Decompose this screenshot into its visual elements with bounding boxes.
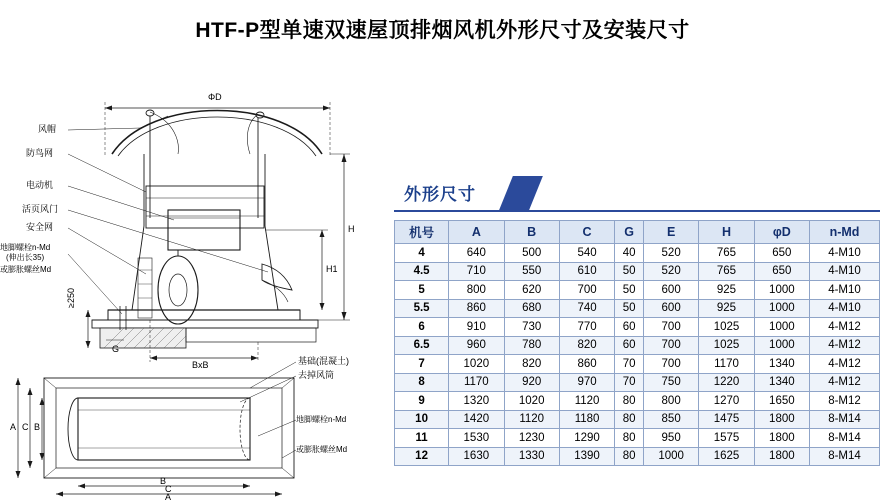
table-cell: 700 xyxy=(559,281,614,300)
table-cell: 12 xyxy=(395,447,449,466)
table-cell: 800 xyxy=(643,392,698,411)
col-g: G xyxy=(615,221,644,244)
table-cell: 700 xyxy=(643,355,698,374)
table-cell: 700 xyxy=(643,318,698,337)
table-cell: 850 xyxy=(643,410,698,429)
table-cell: 1625 xyxy=(699,447,754,466)
table-cell: 1025 xyxy=(699,336,754,355)
label-anchor-bolt: 地脚螺栓n-Md xyxy=(0,243,51,252)
table-cell: 700 xyxy=(643,336,698,355)
label-remove-duct: 去掉风筒 xyxy=(298,370,335,380)
table-cell: 770 xyxy=(559,318,614,337)
dim-plan-A-bottom: A xyxy=(165,492,172,502)
table-cell: 10 xyxy=(395,410,449,429)
table-cell: 4-M10 xyxy=(810,244,880,263)
table-cell: 1650 xyxy=(754,392,809,411)
dim-plan-C-left: C xyxy=(22,422,29,432)
table-row xyxy=(395,244,880,263)
table-cell: 70 xyxy=(615,373,644,392)
table-cell: 40 xyxy=(615,244,644,263)
table-cell: 540 xyxy=(559,244,614,263)
panel-header xyxy=(394,176,880,212)
table-cell: 920 xyxy=(504,373,559,392)
col-h: H xyxy=(699,221,754,244)
table-cell: 610 xyxy=(559,262,614,281)
col-c: C xyxy=(559,221,614,244)
table-header-row xyxy=(395,221,880,244)
table-cell: 8-M12 xyxy=(810,392,880,411)
table-cell: 550 xyxy=(504,262,559,281)
label-anchor-bolt-note: (伸出长35) xyxy=(6,253,45,262)
panel-title: 外形尺寸 xyxy=(404,185,476,204)
dimensions-table xyxy=(394,220,880,466)
dim-phiD: ΦD xyxy=(208,92,222,102)
table-cell: 1120 xyxy=(504,410,559,429)
table-cell: 8-M14 xyxy=(810,447,880,466)
table-cell: 6 xyxy=(395,318,449,337)
label-expansion-bolt: 或膨胀螺丝Md xyxy=(0,265,52,274)
table-cell: 600 xyxy=(643,299,698,318)
label-bird-net: 防鸟网 xyxy=(26,148,54,158)
table-cell: 1000 xyxy=(754,299,809,318)
label-plan-anchor-bolt: 地脚螺栓n-Md xyxy=(296,415,347,424)
table-cell: 1800 xyxy=(754,429,809,448)
table-cell: 50 xyxy=(615,262,644,281)
table-cell: 1170 xyxy=(699,355,754,374)
table-cell: 1390 xyxy=(559,447,614,466)
table-cell: 780 xyxy=(504,336,559,355)
table-cell: 860 xyxy=(559,355,614,374)
table-cell: 1000 xyxy=(754,336,809,355)
table-cell: 520 xyxy=(643,244,698,263)
table-cell: 4.5 xyxy=(395,262,449,281)
table-cell: 4-M10 xyxy=(810,299,880,318)
table-cell: 7 xyxy=(395,355,449,374)
table-cell: 1220 xyxy=(699,373,754,392)
table-row xyxy=(395,392,880,411)
table-cell: 80 xyxy=(615,447,644,466)
table-cell: 80 xyxy=(615,429,644,448)
table-row xyxy=(395,281,880,300)
table-cell: 970 xyxy=(559,373,614,392)
table-cell: 520 xyxy=(643,262,698,281)
table-cell: 1290 xyxy=(559,429,614,448)
table-cell: 6.5 xyxy=(395,336,449,355)
table-cell: 650 xyxy=(754,244,809,263)
table-cell: 1340 xyxy=(754,355,809,374)
table-cell: 765 xyxy=(699,262,754,281)
table-cell: 620 xyxy=(504,281,559,300)
table-cell: 4-M10 xyxy=(810,281,880,300)
dim-plan-B-left: B xyxy=(34,422,41,432)
table-cell: 80 xyxy=(615,392,644,411)
table-cell: 9 xyxy=(395,392,449,411)
table-cell: 1000 xyxy=(754,281,809,300)
table-cell: 4-M12 xyxy=(810,318,880,337)
table-row xyxy=(395,429,880,448)
label-damper: 活页风门 xyxy=(22,204,59,214)
col-a: A xyxy=(449,221,504,244)
table-cell: 4-M12 xyxy=(810,373,880,392)
table-body xyxy=(395,244,880,466)
table-cell: 1530 xyxy=(449,429,504,448)
dim-H1: H1 xyxy=(326,264,338,274)
table-row xyxy=(395,410,880,429)
table-cell: 925 xyxy=(699,299,754,318)
page-title: HTF-P型单速双速屋顶排烟风机外形尺寸及安装尺寸 xyxy=(195,19,690,42)
table-cell: 740 xyxy=(559,299,614,318)
table-cell: 860 xyxy=(449,299,504,318)
table-cell: 960 xyxy=(449,336,504,355)
table-cell: 1120 xyxy=(559,392,614,411)
dim-G: G xyxy=(112,344,120,354)
table-cell: 730 xyxy=(504,318,559,337)
table-cell: 500 xyxy=(504,244,559,263)
table-cell: 1800 xyxy=(754,410,809,429)
table-cell: 80 xyxy=(615,410,644,429)
table-cell: 1630 xyxy=(449,447,504,466)
label-plan-expansion-bolt: 或膨胀螺丝Md xyxy=(296,445,348,454)
table-cell: 1475 xyxy=(699,410,754,429)
table-cell: 680 xyxy=(504,299,559,318)
table-row xyxy=(395,299,880,318)
dim-plan-B-bottom: B xyxy=(160,476,167,486)
table-cell: 650 xyxy=(754,262,809,281)
table-cell: 820 xyxy=(504,355,559,374)
table-cell: 8-M14 xyxy=(810,410,880,429)
table-cell: 1330 xyxy=(504,447,559,466)
table-cell: 1170 xyxy=(449,373,504,392)
technical-drawing xyxy=(0,58,390,502)
table-cell: 925 xyxy=(699,281,754,300)
table-cell: 50 xyxy=(615,281,644,300)
dim-plan-A-left: A xyxy=(10,422,17,432)
table-cell: 600 xyxy=(643,281,698,300)
dim-plan-C-bottom: C xyxy=(165,484,172,494)
dim-H: H xyxy=(348,224,355,234)
table-cell: 710 xyxy=(449,262,504,281)
table-row xyxy=(395,355,880,374)
table-cell: 800 xyxy=(449,281,504,300)
col-model: 机号 xyxy=(395,221,449,244)
table-cell: 4-M12 xyxy=(810,336,880,355)
col-nmd: n-Md xyxy=(810,221,880,244)
table-cell: 1420 xyxy=(449,410,504,429)
table-cell: 750 xyxy=(643,373,698,392)
table-cell: 60 xyxy=(615,318,644,337)
table-cell: 50 xyxy=(615,299,644,318)
col-e: E xyxy=(643,221,698,244)
col-phid: φD xyxy=(754,221,809,244)
table-row xyxy=(395,262,880,281)
table-cell: 5 xyxy=(395,281,449,300)
table-cell: 1000 xyxy=(754,318,809,337)
dim-250: ≥250 xyxy=(66,288,76,308)
table-cell: 1230 xyxy=(504,429,559,448)
table-cell: 8 xyxy=(395,373,449,392)
table-cell: 4 xyxy=(395,244,449,263)
table-cell: 950 xyxy=(643,429,698,448)
table-row xyxy=(395,447,880,466)
table-cell: 1020 xyxy=(504,392,559,411)
table-cell: 11 xyxy=(395,429,449,448)
dimensions-panel xyxy=(394,176,880,466)
drawing-svg xyxy=(0,58,390,498)
table-cell: 1000 xyxy=(643,447,698,466)
table-cell: 640 xyxy=(449,244,504,263)
table-cell: 765 xyxy=(699,244,754,263)
table-row xyxy=(395,318,880,337)
label-motor: 电动机 xyxy=(26,180,54,190)
dim-BxB: BxB xyxy=(192,360,209,370)
table-cell: 8-M14 xyxy=(810,429,880,448)
table-cell: 1270 xyxy=(699,392,754,411)
table-cell: 820 xyxy=(559,336,614,355)
table-cell: 5.5 xyxy=(395,299,449,318)
table-cell: 910 xyxy=(449,318,504,337)
table-cell: 1800 xyxy=(754,447,809,466)
table-cell: 70 xyxy=(615,355,644,374)
header-accent-shape xyxy=(499,176,543,210)
table-row xyxy=(395,336,880,355)
col-b: B xyxy=(504,221,559,244)
table-cell: 1025 xyxy=(699,318,754,337)
label-safety-net: 安全网 xyxy=(26,222,54,232)
table-cell: 60 xyxy=(615,336,644,355)
table-cell: 4-M12 xyxy=(810,355,880,374)
table-cell: 1575 xyxy=(699,429,754,448)
table-cell: 1020 xyxy=(449,355,504,374)
table-cell: 4-M10 xyxy=(810,262,880,281)
label-hood: 风帽 xyxy=(38,124,57,134)
table-cell: 1180 xyxy=(559,410,614,429)
table-cell: 1320 xyxy=(449,392,504,411)
table-row xyxy=(395,373,880,392)
table-cell: 1340 xyxy=(754,373,809,392)
label-foundation: 基础(混凝土) xyxy=(298,356,349,366)
